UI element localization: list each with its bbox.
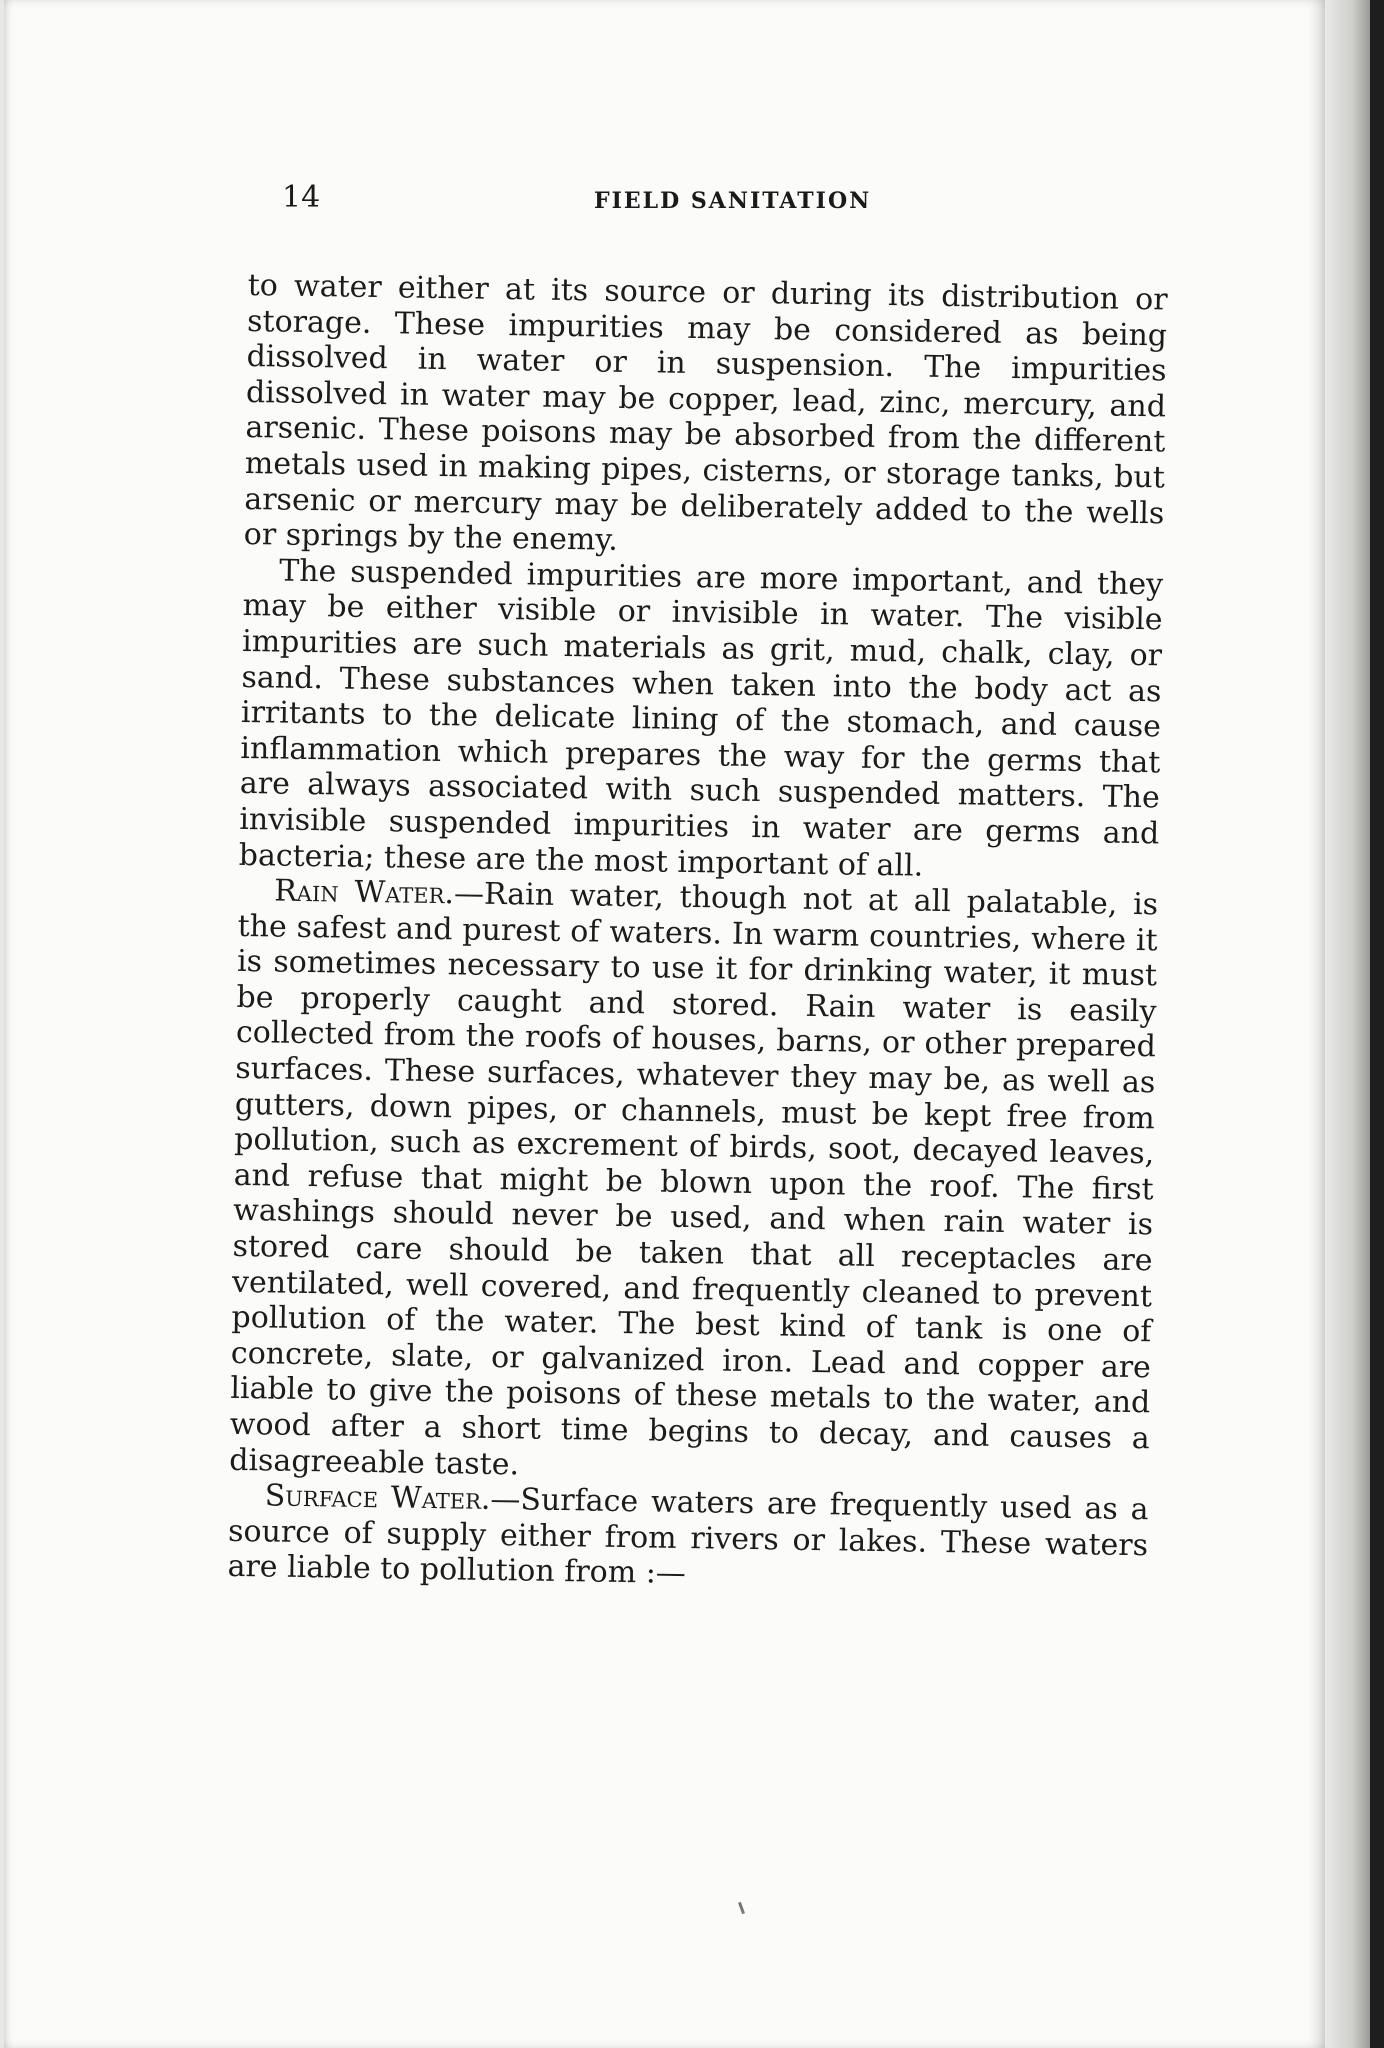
running-head: FIELD SANITATION bbox=[594, 188, 872, 214]
paragraph-text: —Surface waters are frequently used as a source of supply either from rivers or lakes. These waters are liable to pollution from :— bbox=[227, 1482, 1149, 1592]
section-lead-surface-water: Surface Water. bbox=[264, 1478, 491, 1518]
paragraph-text: —Rain water, though not at all palatable, is the safest and purest of waters. In warm countries, where it is sometimes necessary to use it for drinking water, it must be properly caught and stored. Rain water is easily collected from the roofs of houses, barns, or other prepared surfaces. These surfaces, whatever they may be, as well as gutters, down pipes, or channels, must be kept free from pollution, such as excrement of birds, soot, decayed leaves, and refuse that might be blown upon the roof. The first washings should never be used, and when rain water is stored care should be taken that all receptacles are ventilated, well covered, and frequently cleaned to prevent pollution of the water. The best kind of tank is one of concrete, slate, or galvanized iron. Lead and copper are liable to give the poisons of these metals to the water, and wood after a short time begins to decay, and causes a disagreeable taste. bbox=[229, 876, 1159, 1482]
body-text bbox=[227, 268, 1168, 1599]
paragraph-text: The suspended impurities are more important, and they may be either visible or invisible in water. The visible impurities are such materials as grit, mud, chalk, clay, or sand. These substances when taken into the body act as irritants to the delicate lining of the stomach, and cause inflammation which prepares the way for the germs that are always associated with such suspended matters. The invisible suspended impurities in water are germs and bacteria; these are the most important of all. bbox=[238, 553, 1164, 884]
page-header bbox=[282, 180, 1182, 230]
binding-edge bbox=[1370, 0, 1384, 2048]
paragraph-rain-water bbox=[229, 873, 1158, 1492]
page-edge-shadow bbox=[1325, 0, 1370, 2048]
ink-speck bbox=[738, 1902, 745, 1914]
paragraph-surface-water bbox=[227, 1478, 1149, 1599]
page-number: 14 bbox=[282, 180, 321, 215]
paragraph-text: to water either at its source or during its distribution or storage. These impurities may be considered as being dissolved in water or in suspension. The impurities dissolved in water may be copper, lead, zinc, mercury, and arsenic. These poisons may be absorbed from the different metals used in making pipes, cisterns, or storage tanks, but arsenic or mercury may be deliberately added to the wells or springs by the enemy. bbox=[243, 268, 1168, 558]
paragraph-suspended-impurities bbox=[238, 553, 1163, 888]
paragraph-impurities-continued bbox=[244, 268, 1168, 567]
section-lead-rain-water: Rain Water. bbox=[273, 873, 455, 912]
